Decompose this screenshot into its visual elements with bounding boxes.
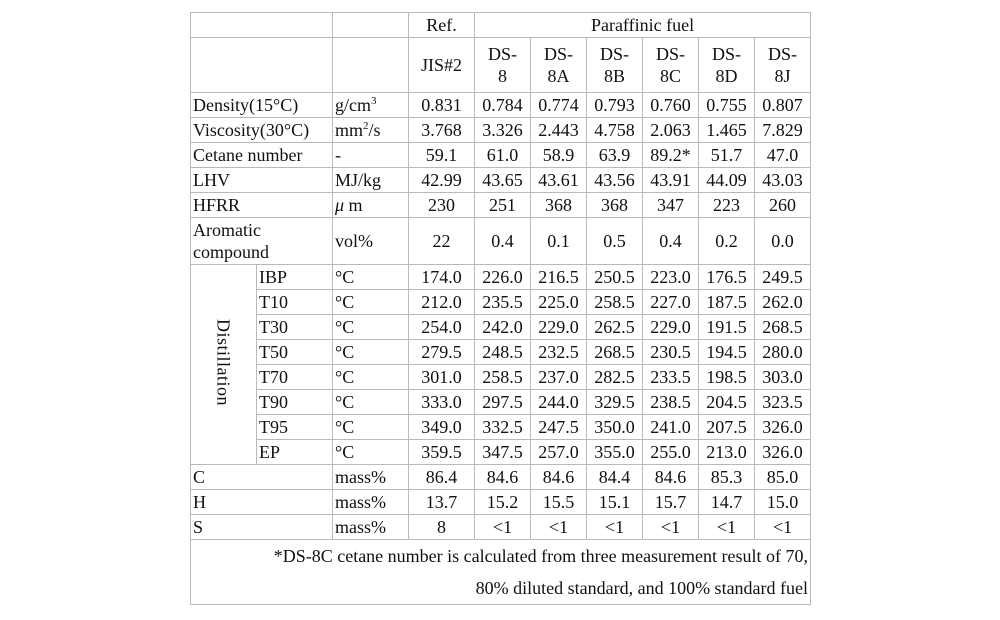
property-name: Density(15°C) xyxy=(191,93,333,118)
table-row xyxy=(191,168,811,193)
value-cell: 13.7 xyxy=(409,490,475,515)
value-cell: 244.0 xyxy=(531,390,587,415)
value-cell: 213.0 xyxy=(699,440,755,465)
fuel-properties-table xyxy=(190,12,811,605)
distillation-point: T70 xyxy=(257,365,333,390)
property-name: HFRR xyxy=(191,193,333,218)
value-cell: 268.5 xyxy=(587,340,643,365)
value-cell: 0.784 xyxy=(475,93,531,118)
paraffinic-fuel-header: Paraffinic fuel xyxy=(475,13,811,38)
value-cell: 0.5 xyxy=(587,218,643,265)
table-row xyxy=(191,290,811,315)
fuel-name-ds8c: DS- 8C xyxy=(643,38,699,93)
property-name: LHV xyxy=(191,168,333,193)
value-cell: 297.5 xyxy=(475,390,531,415)
value-cell: 329.5 xyxy=(587,390,643,415)
value-cell: 198.5 xyxy=(699,365,755,390)
value-cell: 15.0 xyxy=(755,490,811,515)
value-cell: <1 xyxy=(643,515,699,540)
value-cell: 89.2* xyxy=(643,143,699,168)
value-cell: 280.0 xyxy=(755,340,811,365)
value-cell: 249.5 xyxy=(755,265,811,290)
value-cell: 350.0 xyxy=(587,415,643,440)
value-cell: 15.7 xyxy=(643,490,699,515)
ref-fuel-name: JIS#2 xyxy=(409,38,475,93)
value-cell: 0.755 xyxy=(699,93,755,118)
header-blank-cell xyxy=(333,38,409,93)
ref-header: Ref. xyxy=(409,13,475,38)
fuel-name-ds8a: DS- 8A xyxy=(531,38,587,93)
value-cell: 0.4 xyxy=(643,218,699,265)
property-unit: - xyxy=(333,143,409,168)
value-cell: 43.61 xyxy=(531,168,587,193)
value-cell: 84.6 xyxy=(475,465,531,490)
value-cell: 250.5 xyxy=(587,265,643,290)
value-cell: 349.0 xyxy=(409,415,475,440)
footnote-row xyxy=(191,540,811,605)
value-cell: 84.4 xyxy=(587,465,643,490)
property-name: Viscosity(30°C) xyxy=(191,118,333,143)
value-cell: 47.0 xyxy=(755,143,811,168)
table-row xyxy=(191,93,811,118)
property-unit: mass% xyxy=(333,490,409,515)
value-cell: 44.09 xyxy=(699,168,755,193)
property-name: H xyxy=(191,490,333,515)
value-cell: 347 xyxy=(643,193,699,218)
value-cell: 194.5 xyxy=(699,340,755,365)
distillation-point: T10 xyxy=(257,290,333,315)
value-cell: 279.5 xyxy=(409,340,475,365)
distillation-point: IBP xyxy=(257,265,333,290)
fuel-name-ds8: DS- 8 xyxy=(475,38,531,93)
distillation-point: EP xyxy=(257,440,333,465)
table-row xyxy=(191,440,811,465)
property-unit: °C xyxy=(333,315,409,340)
table-row xyxy=(191,390,811,415)
value-cell: 332.5 xyxy=(475,415,531,440)
value-cell: 242.0 xyxy=(475,315,531,340)
value-cell: 233.5 xyxy=(643,365,699,390)
value-cell: 7.829 xyxy=(755,118,811,143)
value-cell: 216.5 xyxy=(531,265,587,290)
property-unit: °C xyxy=(333,390,409,415)
value-cell: 14.7 xyxy=(699,490,755,515)
value-cell: 260 xyxy=(755,193,811,218)
fuel-name-ds8j: DS- 8J xyxy=(755,38,811,93)
value-cell: 355.0 xyxy=(587,440,643,465)
header-blank-cell xyxy=(333,13,409,38)
property-name: Aromatic compound xyxy=(191,218,333,265)
value-cell: 1.465 xyxy=(699,118,755,143)
distillation-point: T95 xyxy=(257,415,333,440)
value-cell: 86.4 xyxy=(409,465,475,490)
value-cell: 2.443 xyxy=(531,118,587,143)
value-cell: 58.9 xyxy=(531,143,587,168)
value-cell: 323.5 xyxy=(755,390,811,415)
property-unit: °C xyxy=(333,290,409,315)
value-cell: 212.0 xyxy=(409,290,475,315)
value-cell: 0.807 xyxy=(755,93,811,118)
value-cell: 85.0 xyxy=(755,465,811,490)
property-unit: $g/cm^3$ xyxy=(333,93,409,118)
value-cell: 15.1 xyxy=(587,490,643,515)
value-cell: 326.0 xyxy=(755,440,811,465)
value-cell: 258.5 xyxy=(475,365,531,390)
value-cell: 254.0 xyxy=(409,315,475,340)
value-cell: 359.5 xyxy=(409,440,475,465)
value-cell: 282.5 xyxy=(587,365,643,390)
header-row-1 xyxy=(191,13,811,38)
table-row xyxy=(191,143,811,168)
value-cell: 262.0 xyxy=(755,290,811,315)
value-cell: 22 xyxy=(409,218,475,265)
value-cell: <1 xyxy=(699,515,755,540)
value-cell: <1 xyxy=(587,515,643,540)
value-cell: 3.326 xyxy=(475,118,531,143)
value-cell: 43.65 xyxy=(475,168,531,193)
value-cell: 238.5 xyxy=(643,390,699,415)
property-unit: MJ/kg xyxy=(333,168,409,193)
value-cell: 248.5 xyxy=(475,340,531,365)
value-cell: 301.0 xyxy=(409,365,475,390)
value-cell: 347.5 xyxy=(475,440,531,465)
value-cell: 225.0 xyxy=(531,290,587,315)
value-cell: 226.0 xyxy=(475,265,531,290)
value-cell: 8 xyxy=(409,515,475,540)
value-cell: 0.1 xyxy=(531,218,587,265)
distillation-point: T50 xyxy=(257,340,333,365)
value-cell: 61.0 xyxy=(475,143,531,168)
value-cell: 247.5 xyxy=(531,415,587,440)
value-cell: 0.793 xyxy=(587,93,643,118)
table-row xyxy=(191,193,811,218)
value-cell: 0.831 xyxy=(409,93,475,118)
value-cell: <1 xyxy=(755,515,811,540)
value-cell: 43.03 xyxy=(755,168,811,193)
value-cell: <1 xyxy=(531,515,587,540)
value-cell: 251 xyxy=(475,193,531,218)
value-cell: 2.063 xyxy=(643,118,699,143)
property-unit: °C xyxy=(333,265,409,290)
property-unit: mass% xyxy=(333,515,409,540)
property-unit: °C xyxy=(333,365,409,390)
property-unit: mass% xyxy=(333,465,409,490)
property-unit: °C xyxy=(333,340,409,365)
value-cell: 258.5 xyxy=(587,290,643,315)
value-cell: 255.0 xyxy=(643,440,699,465)
distillation-point: T30 xyxy=(257,315,333,340)
value-cell: 241.0 xyxy=(643,415,699,440)
table-row xyxy=(191,415,811,440)
value-cell: 368 xyxy=(531,193,587,218)
table-row xyxy=(191,340,811,365)
property-unit: μ m xyxy=(333,193,409,218)
table-row xyxy=(191,315,811,340)
value-cell: 43.91 xyxy=(643,168,699,193)
value-cell: 176.5 xyxy=(699,265,755,290)
value-cell: 174.0 xyxy=(409,265,475,290)
value-cell: 85.3 xyxy=(699,465,755,490)
value-cell: 230 xyxy=(409,193,475,218)
value-cell: 326.0 xyxy=(755,415,811,440)
value-cell: 268.5 xyxy=(755,315,811,340)
property-name: Cetane number xyxy=(191,143,333,168)
table-row xyxy=(191,365,811,390)
table-row xyxy=(191,515,811,540)
value-cell: 15.5 xyxy=(531,490,587,515)
header-blank-cell xyxy=(191,13,333,38)
value-cell: 0.2 xyxy=(699,218,755,265)
value-cell: 235.5 xyxy=(475,290,531,315)
value-cell: 4.758 xyxy=(587,118,643,143)
table-row xyxy=(191,118,811,143)
value-cell: 191.5 xyxy=(699,315,755,340)
distillation-point: T90 xyxy=(257,390,333,415)
fuel-name-ds8b: DS- 8B xyxy=(587,38,643,93)
value-cell: 230.5 xyxy=(643,340,699,365)
value-cell: 0.774 xyxy=(531,93,587,118)
property-unit: °C xyxy=(333,415,409,440)
value-cell: 204.5 xyxy=(699,390,755,415)
header-blank-cell xyxy=(191,38,333,93)
value-cell: 303.0 xyxy=(755,365,811,390)
value-cell: 3.768 xyxy=(409,118,475,143)
property-unit: °C xyxy=(333,440,409,465)
property-unit: vol% xyxy=(333,218,409,265)
footnote: *DS-8C cetane number is calculated from three measurement result of 70, 80% diluted standard, and 100% standard fuel xyxy=(191,540,811,605)
table-row xyxy=(191,465,811,490)
property-name: S xyxy=(191,515,333,540)
value-cell: 232.5 xyxy=(531,340,587,365)
value-cell: 207.5 xyxy=(699,415,755,440)
value-cell: 257.0 xyxy=(531,440,587,465)
value-cell: 187.5 xyxy=(699,290,755,315)
value-cell: 223.0 xyxy=(643,265,699,290)
value-cell: 368 xyxy=(587,193,643,218)
header-row-2 xyxy=(191,38,811,93)
value-cell: 63.9 xyxy=(587,143,643,168)
value-cell: 51.7 xyxy=(699,143,755,168)
value-cell: 15.2 xyxy=(475,490,531,515)
value-cell: 227.0 xyxy=(643,290,699,315)
fuel-name-ds8d: DS- 8D xyxy=(699,38,755,93)
table-row xyxy=(191,218,811,265)
value-cell: 0.760 xyxy=(643,93,699,118)
value-cell: <1 xyxy=(475,515,531,540)
value-cell: 0.4 xyxy=(475,218,531,265)
value-cell: 59.1 xyxy=(409,143,475,168)
value-cell: 229.0 xyxy=(531,315,587,340)
value-cell: 84.6 xyxy=(531,465,587,490)
property-unit: $mm^2/s$ xyxy=(333,118,409,143)
value-cell: 42.99 xyxy=(409,168,475,193)
distillation-label: Distillation xyxy=(191,265,257,465)
property-name: C xyxy=(191,465,333,490)
table-row xyxy=(191,265,811,290)
value-cell: 229.0 xyxy=(643,315,699,340)
value-cell: 223 xyxy=(699,193,755,218)
value-cell: 43.56 xyxy=(587,168,643,193)
value-cell: 262.5 xyxy=(587,315,643,340)
value-cell: 84.6 xyxy=(643,465,699,490)
value-cell: 0.0 xyxy=(755,218,811,265)
table-row xyxy=(191,490,811,515)
value-cell: 237.0 xyxy=(531,365,587,390)
value-cell: 333.0 xyxy=(409,390,475,415)
